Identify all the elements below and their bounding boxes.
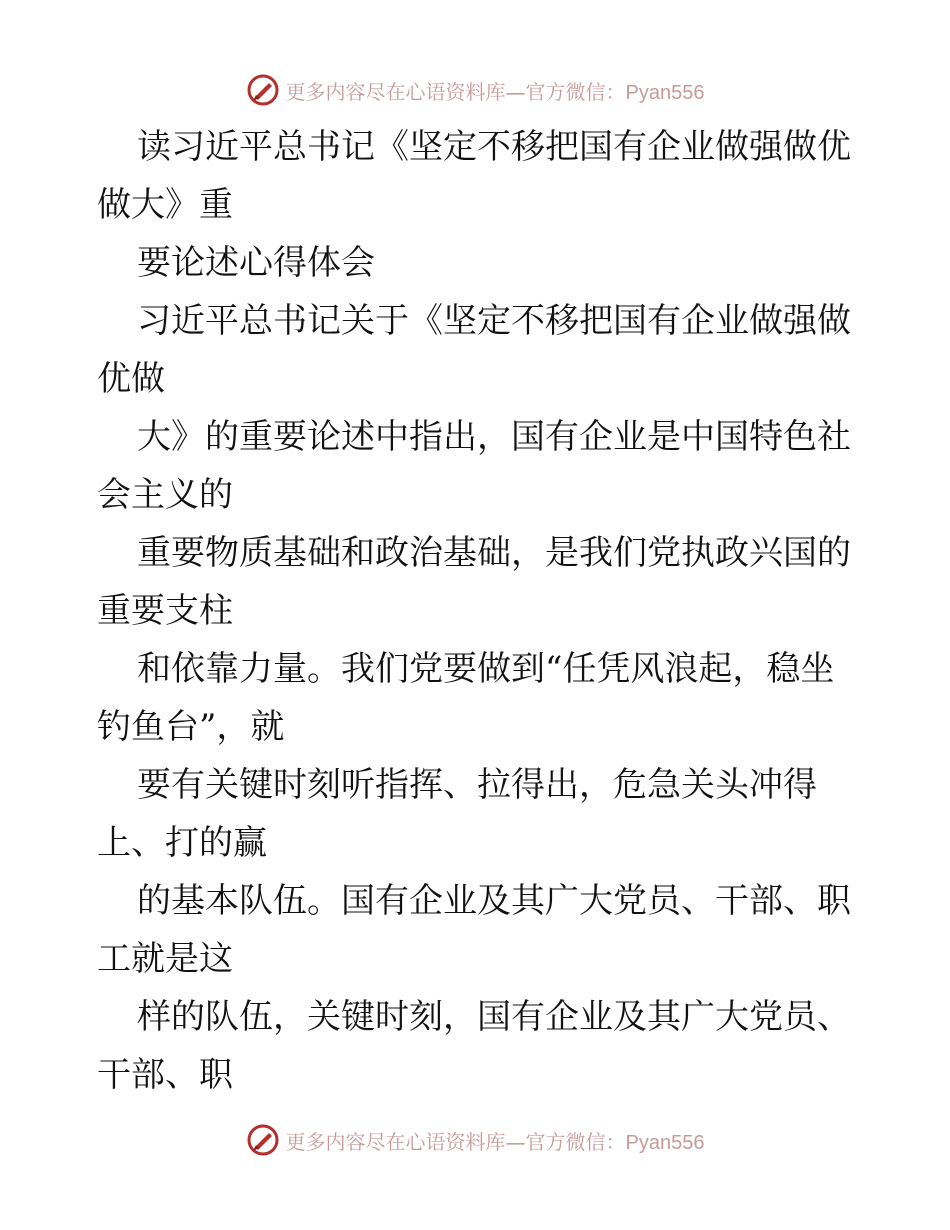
body-line: 和依靠力量。我们党要做到“任凭风浪起，稳坐 — [137, 649, 835, 689]
body-line: 重要物质基础和政治基础，是我们党执政兴国的 — [137, 533, 851, 573]
header-banner-wechat-id: Pyan556 — [625, 81, 705, 104]
header-watermark-banner — [0, 70, 950, 110]
body-line: 要有关键时刻听指挥、拉得出，危急关头冲得 — [137, 765, 817, 805]
header-banner-wechat-label: 官方微信： — [525, 79, 626, 104]
brand-logo-icon — [246, 73, 280, 107]
document-body — [97, 118, 857, 1104]
body-line: 样的队伍，关键时刻，国有企业及其广大党员、 — [137, 997, 851, 1037]
body-line: 会主义的 — [97, 475, 233, 515]
body-line: 的基本队伍。国有企业及其广大党员、干部、职 — [137, 881, 851, 921]
footer-watermark-banner — [0, 1120, 950, 1160]
header-banner-main: 更多内容尽在心语资料库 — [285, 79, 506, 104]
header-banner-separator: — — [505, 79, 526, 104]
body-line: 优做 — [97, 359, 165, 399]
body-line: 干部、职 — [97, 1055, 233, 1095]
body-line: 钓鱼台”，就 — [97, 707, 285, 747]
body-line: 重要支柱 — [97, 591, 233, 631]
body-line: 读习近平总书记《坚定不移把国有企业做强做优 — [137, 127, 851, 167]
header-banner-text — [286, 76, 705, 105]
footer-banner-text — [286, 1126, 705, 1155]
body-line: 大》的重要论述中指出，国有企业是中国特色社 — [137, 417, 851, 457]
footer-banner-wechat-id: Pyan556 — [625, 1131, 705, 1154]
footer-banner-wechat-label: 官方微信： — [525, 1129, 626, 1154]
footer-banner-separator: — — [505, 1129, 526, 1154]
footer-banner-main: 更多内容尽在心语资料库 — [285, 1129, 506, 1154]
body-line: 上、打的赢 — [97, 823, 267, 863]
brand-logo-icon — [246, 1123, 280, 1157]
body-line: 要论述心得体会 — [137, 243, 375, 283]
body-line: 习近平总书记关于《坚定不移把国有企业做强做 — [137, 301, 851, 341]
body-line: 工就是这 — [97, 939, 233, 979]
body-line: 做大》重 — [97, 185, 233, 225]
